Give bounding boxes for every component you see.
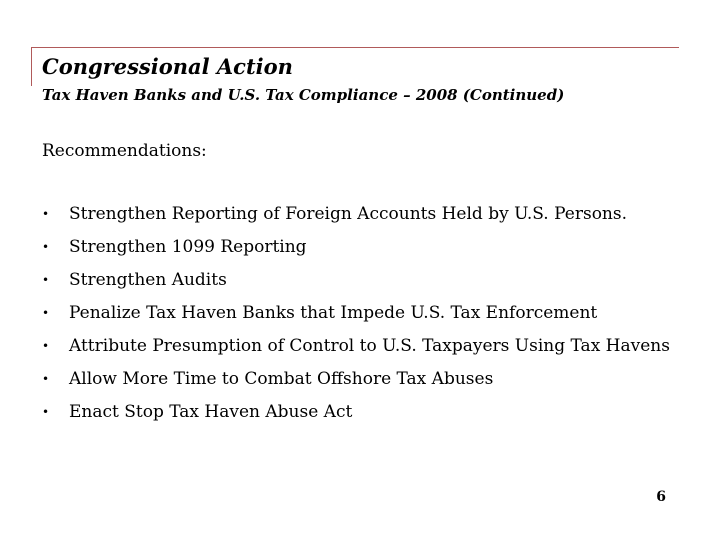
list-item	[42, 335, 682, 358]
bullet-icon: •	[42, 405, 50, 419]
slide-title: Congressional Action	[42, 54, 293, 79]
list-item-text: Enact Stop Tax Haven Abuse Act	[69, 402, 353, 422]
list-item	[42, 203, 682, 226]
bullet-icon: •	[42, 240, 50, 254]
bullet-icon: •	[42, 372, 50, 386]
bullet-icon: •	[42, 273, 50, 287]
slide-subtitle: Tax Haven Banks and U.S. Tax Compliance – 2008 (Continued)	[42, 86, 565, 104]
page-number: 6	[656, 489, 666, 505]
list-item	[42, 401, 682, 424]
list-item	[42, 236, 682, 259]
bullet-icon: •	[42, 339, 50, 353]
list-item	[42, 269, 682, 292]
list-item	[42, 368, 682, 391]
header-rule-horizontal	[31, 47, 679, 48]
list-item-text: Strengthen 1099 Reporting	[69, 237, 307, 257]
list-item-text: Allow More Time to Combat Offshore Tax Abuses	[69, 369, 494, 389]
bullet-icon: •	[42, 306, 50, 320]
list-item-text: Strengthen Audits	[69, 270, 227, 290]
list-item	[42, 302, 682, 325]
bullet-icon: •	[42, 207, 50, 221]
list-item-text: Strengthen Reporting of Foreign Accounts Held by U.S. Persons.	[69, 204, 628, 224]
list-item-text: Penalize Tax Haven Banks that Impede U.S. Tax Enforcement	[69, 303, 598, 323]
recommendations-list	[42, 203, 682, 434]
recommendations-label: Recommendations:	[42, 141, 207, 161]
header-rule-vertical	[31, 47, 32, 86]
list-item-text: Attribute Presumption of Control to U.S. Taxpayers Using Tax Havens	[69, 336, 670, 356]
